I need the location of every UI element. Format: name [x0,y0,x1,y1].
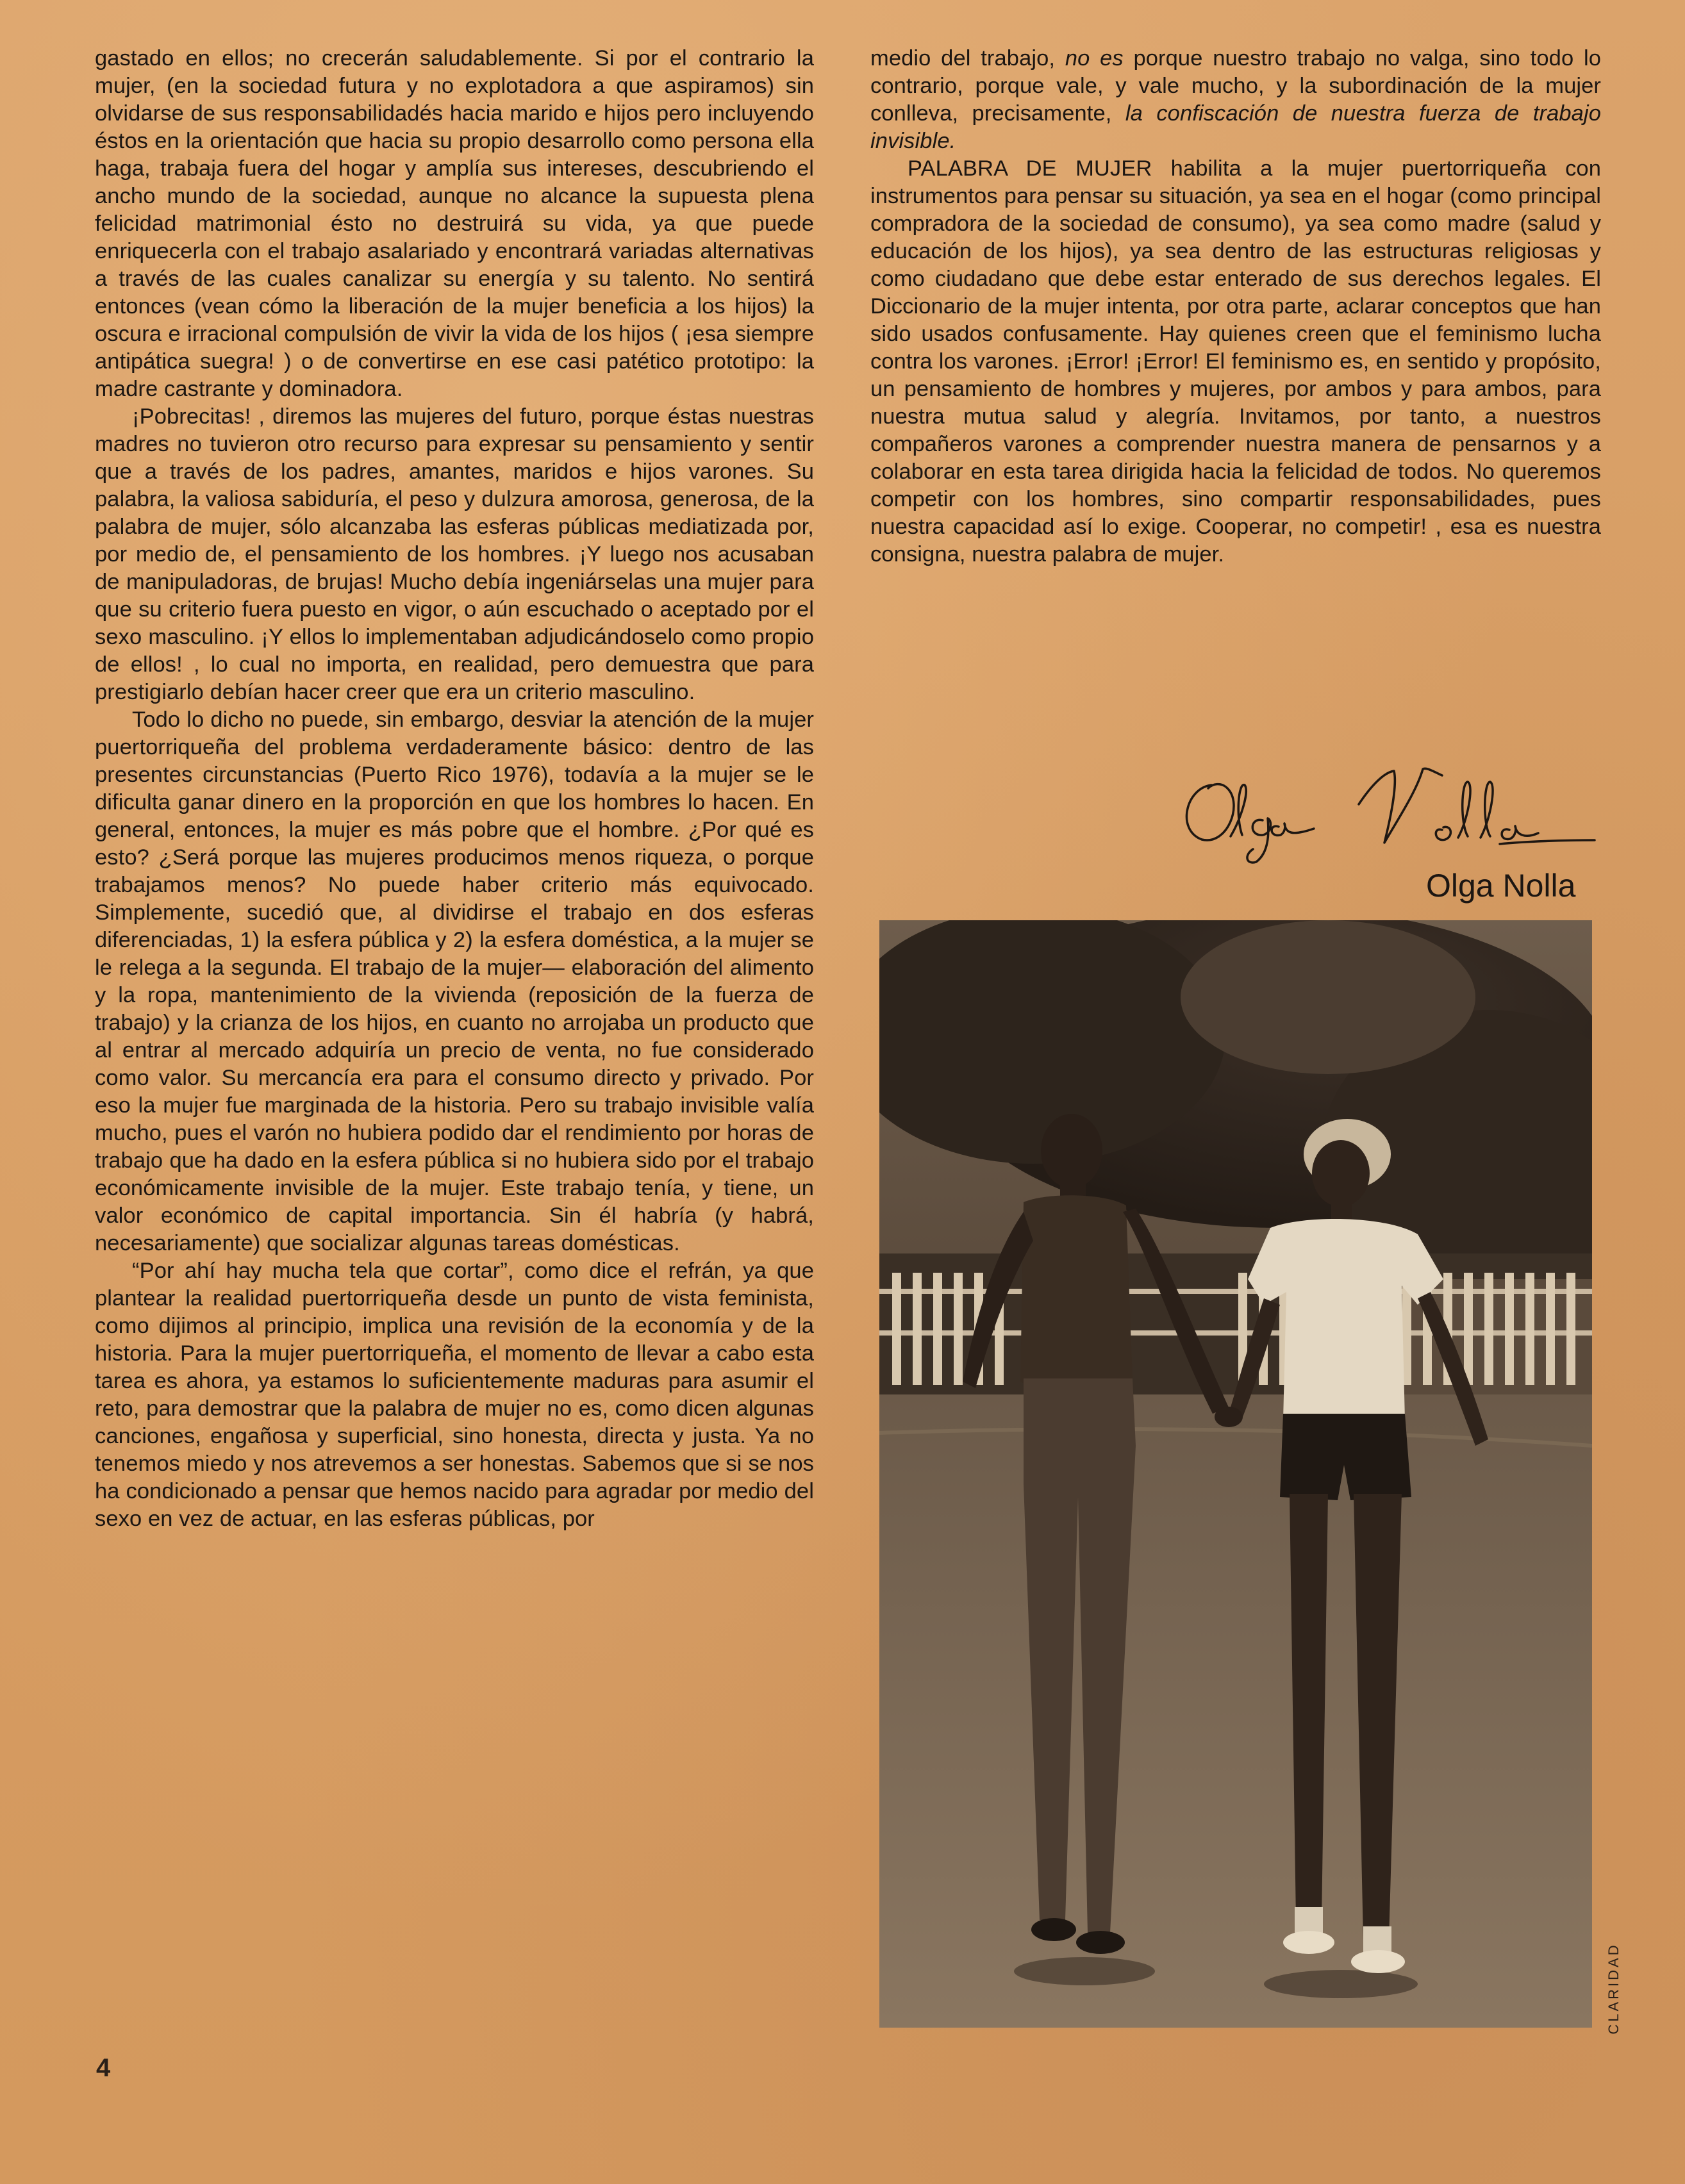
paragraph-p1: gastado en ellos; no crecerán saludablemente. Si por el contrario la mujer, (en la sociedad futura y no explotadora a que aspiramos) sin olvidarse de sus responsabilidadés hacia marido e hijos pero incluyendo éstos en la orientación que hacia su propio desarrollo como persona ella haga, trabaja fuera del hogar y amplía sus intereses, descubriendo el ancho mundo de la sociedad, aunque no alcance la supuesta plena felicidad matrimonial ésto no destruirá su vida, ya que puede enriquecerla con el trabajo asalariado y encontrará variadas alternativas a través de las cuales canalizar su energía y su talento. No sentirá entonces (vean cómo la liberación de la mujer beneficia a los hijos) la oscura e irracional compulsión de vivir la vida de los hijos ( ¡esa siempre antipática suegra! ) o de convertirse en ese casi patético prototipo: la madre castrante y dominadora. [95,46,814,401]
paragraph-p2: ¡Pobrecitas! , diremos las mujeres del futuro, porque éstas nuestras madres no tuvieron otro recurso para expresar su pensamiento y sentir que a través de los padres, amantes, maridos e hijos varones. Su palabra, la valiosa sabiduría, el peso y dulzura amorosa, generosa, de la palabra de mujer, sólo alcanzaba las esferas públicas mediatizada por, por medio de, el pensamiento de los hombres. ¡Y luego nos acusaban de manipuladoras, de brujas! Mucho debía ingeniárselas una mujer para que su criterio fuera puesto en vigor, o aún escuchado o aceptado por el sexo masculino. ¡Y ellos lo implementaban adjudicándoselo como propio de ellos! , lo cual no importa, en realidad, pero demuestra que para prestigiarlo debían hacer creer que era un criterio masculino. [95,404,814,704]
photo-credit [1601,1942,1627,2038]
text-run: la confiscación de nuestra fuerza de trabajo invisible. [870,101,1602,153]
text-run: PALABRA DE MUJER habilita a la mujer puertorriqueña con instrumentos para pensar su situación, ya sea en el hogar (como principal compradora de la sociedad de consumo), ya sea como madre (salud y educación de los hijos), ya sea dentro de las estructuras religiosas y como ciudadano que debe estar enterado de sus derechos legales. El Diccionario de la mujer intenta, por otra parte, aclarar conceptos que han sido usados confusamente. Hay quienes creen que el feminismo lucha contra los varones. ¡Error! ¡Error! El feminismo es, en sentido y propósito, un pensamiento de hombres y mujeres, por ambos y para ambos, para nuestra mutua salud y alegría. Invitamos, por tanto, a nuestros compañeros varones a comprender nuestra manera de pensarnos y a colaborar en esta tarea dirigida hacia la felicidad de todos. No queremos competir con los hombres, sino compartir responsabilidades, pues nuestra capacidad así lo exige. Cooperar, no competir! , esa es nuestra consigna, nuestra palabra de mujer. [870,156,1601,567]
photo-credit-text: CLARIDAD [1606,1942,1622,2035]
right-column [870,45,1601,568]
two-women-holding-hands-image [879,920,1592,2028]
author-signature [1166,759,1615,868]
left-column [95,45,814,1533]
page-number: 4 [96,2054,111,2082]
paragraph-p3: Todo lo dicho no puede, sin embargo, desviar la atención de la mujer puertorriqueña del problema verdaderamente básico: dentro de las presentes circunstancias (Puerto Rico 1976), todavía a la mujer se le dificulta ganar dinero en la proporción en que los hombres lo hacen. En general, entonces, la mujer es más pobre que el hombre. ¿Por qué es esto? ¿Será porque las mujeres producimos menos riqueza, o porque trabajamos menos? No puede haber criterio más equivocado. Simplemente, sucedió que, al dividirse el trabajo en dos esferas diferenciadas, 1) la esfera pública y 2) la esfera doméstica, a la mujer se le relega a la segunda. El trabajo de la mujer— elaboración del alimento y la ropa, mantenimiento de la vivienda (reposición de la fuerza de trabajo) y la crianza de los hijos, en cuanto no arrojaba un producto que al entrar al mercado adquiría un precio de venta, no fue considerado como valor. Su mercancía era para el consumo directo y privado. Por eso la mujer fue marginada de la historia. Pero su trabajo invisible valía mucho, pues el varón no hubiera podido dar el rendimiento por horas de trabajo que ha dado en la esfera pública si no hubiera sido por el trabajo económicamente invisible de la mujer. Este trabajo tenía, y tiene, un valor económico de capital importancia. Sin él habría (y habrá, necesariamente) que socializar algunas tareas domésticas. [95,707,814,1255]
author-name: Olga Nolla [1426,868,1576,904]
paragraph-p4: “Por ahí hay mucha tela que cortar”, como dice el refrán, ya que plantear la realidad puertorriqueña desde un punto de vista feminista, como dijimos al principio, implica una revisión de la economía y de la historia. Para la mujer puertorriqueña, el momento de llevar a cabo esta tarea es ahora, ya estamos lo suficientemente maduras para asumir el reto, para demostrar que la palabra de mujer no es, como dicen algunas canciones, engañosa y superficial, sino honesta, directa y justa. Ya no tenemos miedo y nos atrevemos a ser honestas. Sabemos que si se nos ha condicionado a pensar que hemos nacido para agradar por medio del sexo en vez de actuar, en las esferas públicas, por [95,1259,814,1531]
text-run: porque nuestro trabajo no valga, sino todo lo contrario, porque vale, y vale mucho, y la subordinación de la mujer conlleva, precisamente, [870,46,1601,126]
text-run: medio del trabajo, [870,46,1065,70]
text-run: no es [1065,46,1124,70]
paragraph-p6 [870,155,1601,568]
paragraph-p5 [870,45,1601,155]
article-photo [879,920,1592,2028]
